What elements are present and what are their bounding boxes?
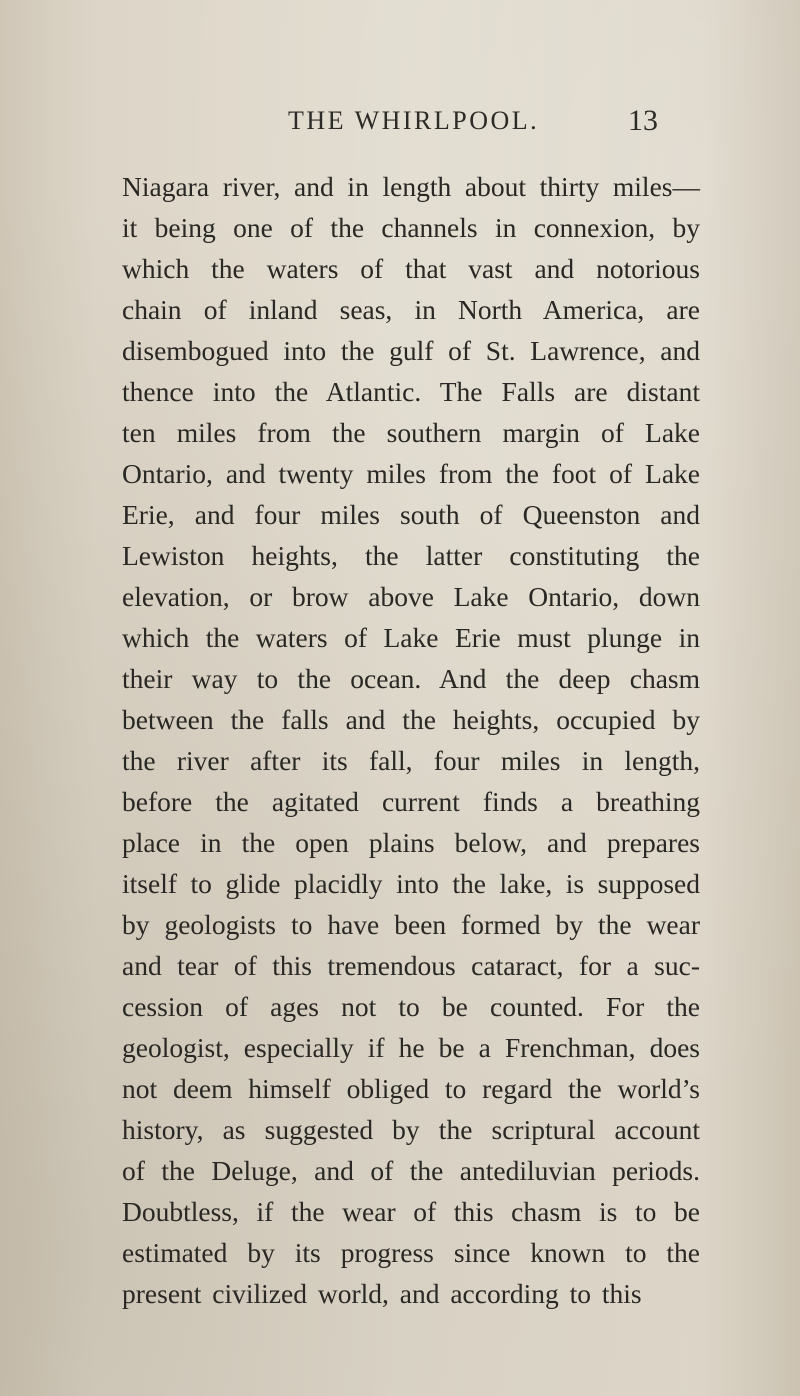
text-line: ten miles from the southern margin of Lake [122,417,700,448]
running-head [288,106,658,146]
text-line: place in the open plains below, and prepares [122,827,700,858]
text-line: Lewiston heights, the latter constituting the [122,540,700,571]
text-line: estimated by its progress since known to the [122,1237,700,1268]
text-line: history, as suggested by the scriptural account [122,1114,700,1145]
running-title: THE WHIRLPOOL. [288,106,540,135]
text-line: Niagara river, and in length about thirty miles— [122,171,700,202]
text-line: thence into the Atlantic. The Falls are distant [122,376,700,407]
text-line: geologist, especially if he be a Frenchman, does [122,1032,700,1063]
page-number: 13 [628,104,658,137]
text-line: the river after its fall, four miles in length, [122,745,700,776]
text-line: itself to glide placidly into the lake, is supposed [122,868,700,899]
text-line: of the Deluge, and of the antediluvian periods. [122,1155,700,1186]
text-line: Ontario, and twenty miles from the foot of Lake [122,458,700,489]
text-line: Doubtless, if the wear of this chasm is to be [122,1196,700,1227]
text-line: not deem himself obliged to regard the world’s [122,1073,700,1104]
text-line: and tear of this tremendous cataract, for a suc- [122,950,700,981]
text-line: present civilized world, and according to this [122,1278,642,1309]
text-line: chain of inland seas, in North America, are [122,294,700,325]
text-line: their way to the ocean. And the deep chasm [122,663,700,694]
text-line: elevation, or brow above Lake Ontario, down [122,581,700,612]
text-line: which the waters of Lake Erie must plunge in [122,622,700,653]
text-line: which the waters of that vast and notorious [122,253,700,284]
text-line: by geologists to have been formed by the wear [122,909,700,940]
text-line: Erie, and four miles south of Queenston and [122,499,700,530]
text-line: disembogued into the gulf of St. Lawrence, and [122,335,700,366]
text-line: cession of ages not to be counted. For the [122,991,700,1022]
text-line: between the falls and the heights, occupied by [122,704,700,735]
text-line: before the agitated current finds a breathing [122,786,700,817]
body-text [122,166,700,1314]
text-line: it being one of the channels in connexion, by [122,212,700,243]
